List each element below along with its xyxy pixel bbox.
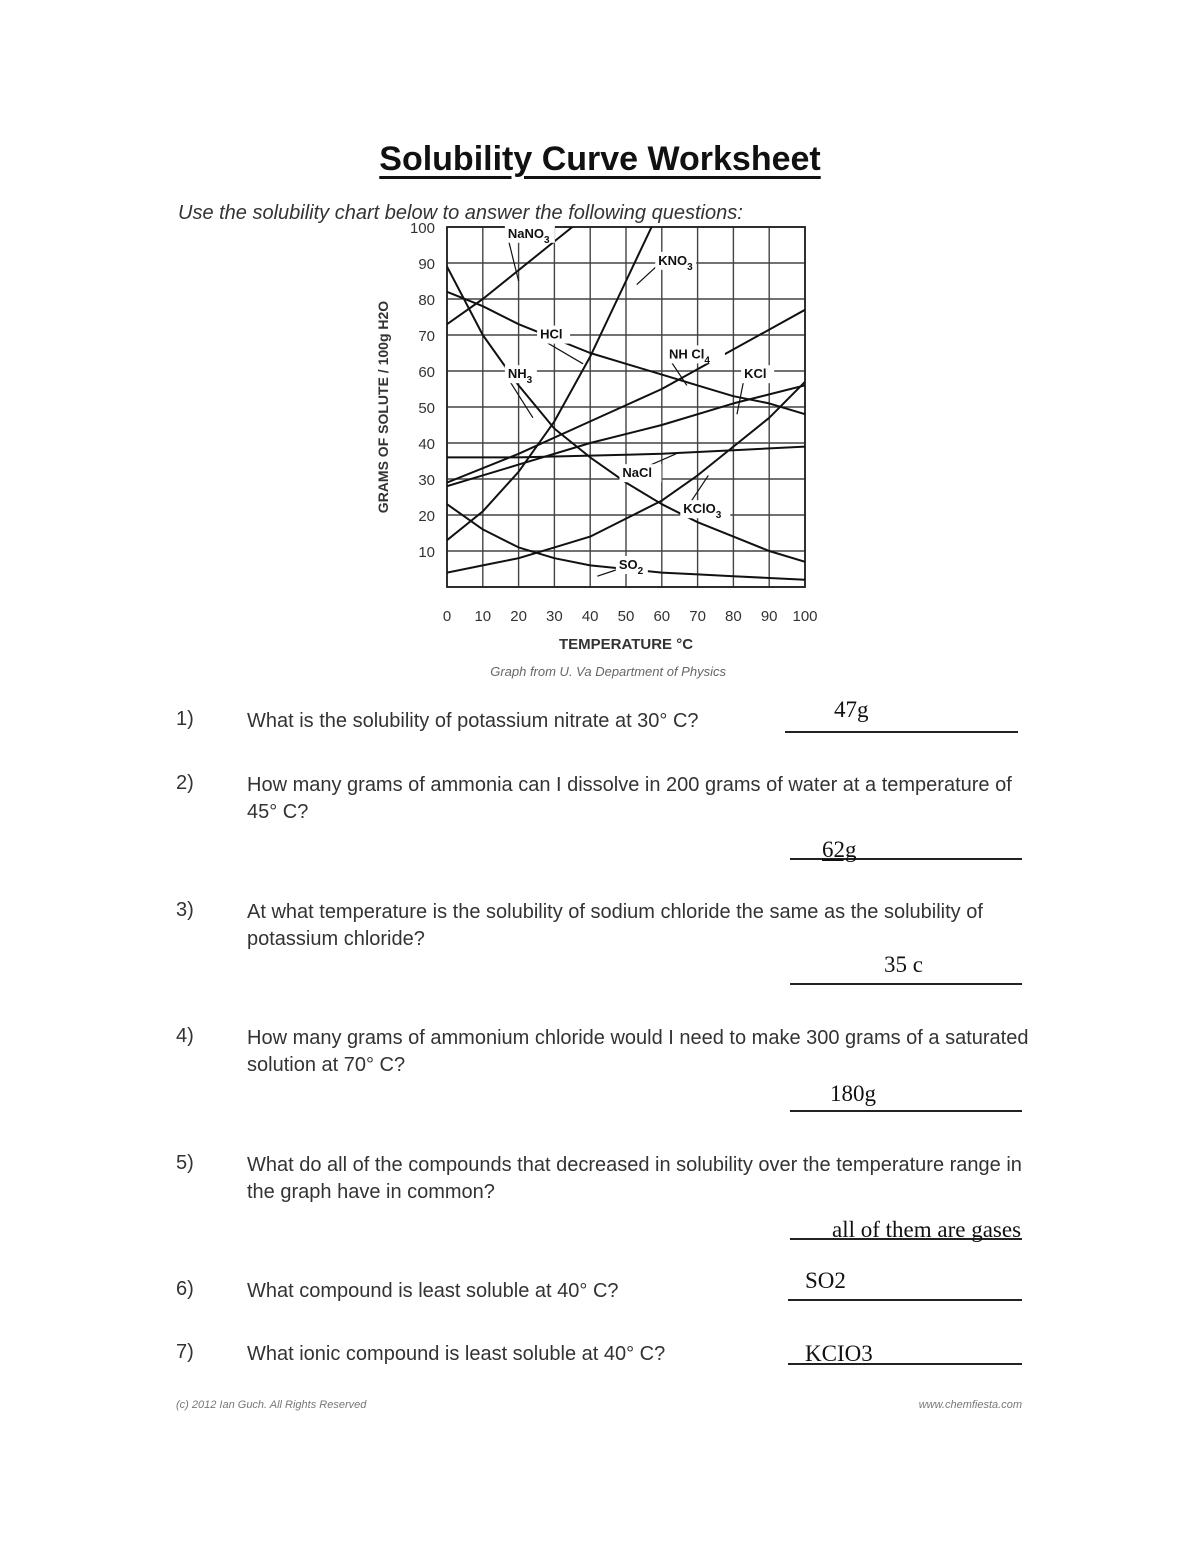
question-7-number: 7) [176, 1341, 194, 1363]
footer-website: www.chemfiesta.com [918, 1399, 1022, 1411]
curve-label-nh3: $NH_3$ [507, 366, 533, 387]
x-tick-label: 0 [442, 608, 452, 625]
question-2-text: How many grams of ammonia can I dissolve in 200 grams of water at a temperature of 45° C? [247, 774, 1012, 823]
page-title: Solubility Curve Worksheet [379, 140, 821, 178]
y-tick-label: 50 [418, 400, 435, 417]
y-tick-label: 10 [418, 544, 435, 561]
instructions: Use the solubility chart below to answer the following questions: [178, 202, 743, 224]
question-3-number: 3) [176, 899, 194, 921]
answer-6: SO2 [805, 1268, 846, 1293]
answer-7: KCIO3 [805, 1341, 873, 1366]
question-6-number: 6) [176, 1278, 194, 1300]
question-2-number: 2) [176, 772, 194, 794]
curve-label-kno3: $KNO_3$ [658, 252, 693, 273]
answer-2: 62g [822, 837, 857, 862]
y-tick-label: 30 [418, 472, 435, 489]
curve-label-kclo3: KClO$_3$ [683, 501, 722, 522]
question-6-text: What compound is least soluble at 40° C? [247, 1280, 619, 1302]
answer-3: 35 c [884, 952, 923, 977]
chart-credit: Graph from U. Va Department of Physics [490, 664, 726, 679]
question-5-text: What do all of the compounds that decreased in solubility over the temperature range in the graph have in common? [247, 1154, 1022, 1203]
answer-3-line [790, 983, 1022, 985]
question-3-text: At what temperature is the solubility of sodium chloride the same as the solubility of potassium chloride? [247, 901, 983, 950]
x-tick-label: 40 [581, 608, 599, 625]
y-tick-label: 80 [418, 292, 435, 309]
question-7-text: What ionic compound is least soluble at 40° C? [247, 1343, 666, 1365]
x-tick-label: 30 [546, 608, 563, 625]
curve-label-nacl: NaCl [622, 465, 653, 481]
y-tick-label: 100 [409, 220, 435, 237]
x-tick-label: 80 [725, 608, 742, 625]
question-1-number: 1) [176, 708, 194, 730]
curve-label-so2: $SO_2$ [618, 557, 644, 577]
footer-copyright: (c) 2012 Ian Guch. All Rights Reserved [176, 1399, 367, 1411]
y-tick-label: 70 [418, 328, 435, 345]
answer-6-line [788, 1299, 1022, 1301]
x-tick-label: 70 [689, 608, 706, 625]
y-tick-label: 90 [418, 256, 435, 273]
x-tick-label: 100 [792, 608, 818, 625]
x-tick-label: 90 [760, 608, 778, 625]
curve-label-hcl: HCl [540, 326, 563, 342]
question-1-text: What is the solubility of potassium nitrate at 30° C? [247, 710, 699, 732]
x-tick-label: 50 [617, 608, 635, 625]
question-4-text: How many grams of ammonium chloride would I need to make 300 grams of a saturated solution at 70° C? [247, 1027, 1029, 1076]
curve-label-nh4cl: NH $Cl_4$ [668, 346, 710, 367]
x-tick-label: 60 [653, 608, 671, 625]
curve-label-kcl: KCl [744, 366, 767, 382]
answer-5: all of them are gases [832, 1217, 1022, 1242]
answer-4-line [790, 1110, 1022, 1112]
y-tick-label: 60 [418, 364, 435, 381]
answer-1-line [785, 731, 1018, 733]
curve-label-nano3: NaNO$_3$ [507, 225, 550, 246]
y-axis-label: GRAMS OF SOLUTE / 100g H2O [375, 300, 391, 514]
label-arrow-kno3 [637, 265, 658, 285]
label-arrow-so2 [597, 569, 618, 576]
question-4-number: 4) [176, 1025, 194, 1047]
answer-4: 180g [830, 1081, 876, 1106]
y-tick-label: 40 [418, 436, 435, 453]
question-5-number: 5) [176, 1152, 194, 1174]
answer-1: 47g [834, 697, 869, 722]
solubility-chart [340, 220, 840, 680]
y-tick-label: 20 [418, 508, 435, 525]
x-tick-label: 20 [510, 608, 527, 625]
x-axis-label: TEMPERATURE °C [558, 636, 694, 653]
x-tick-label: 10 [474, 608, 492, 625]
